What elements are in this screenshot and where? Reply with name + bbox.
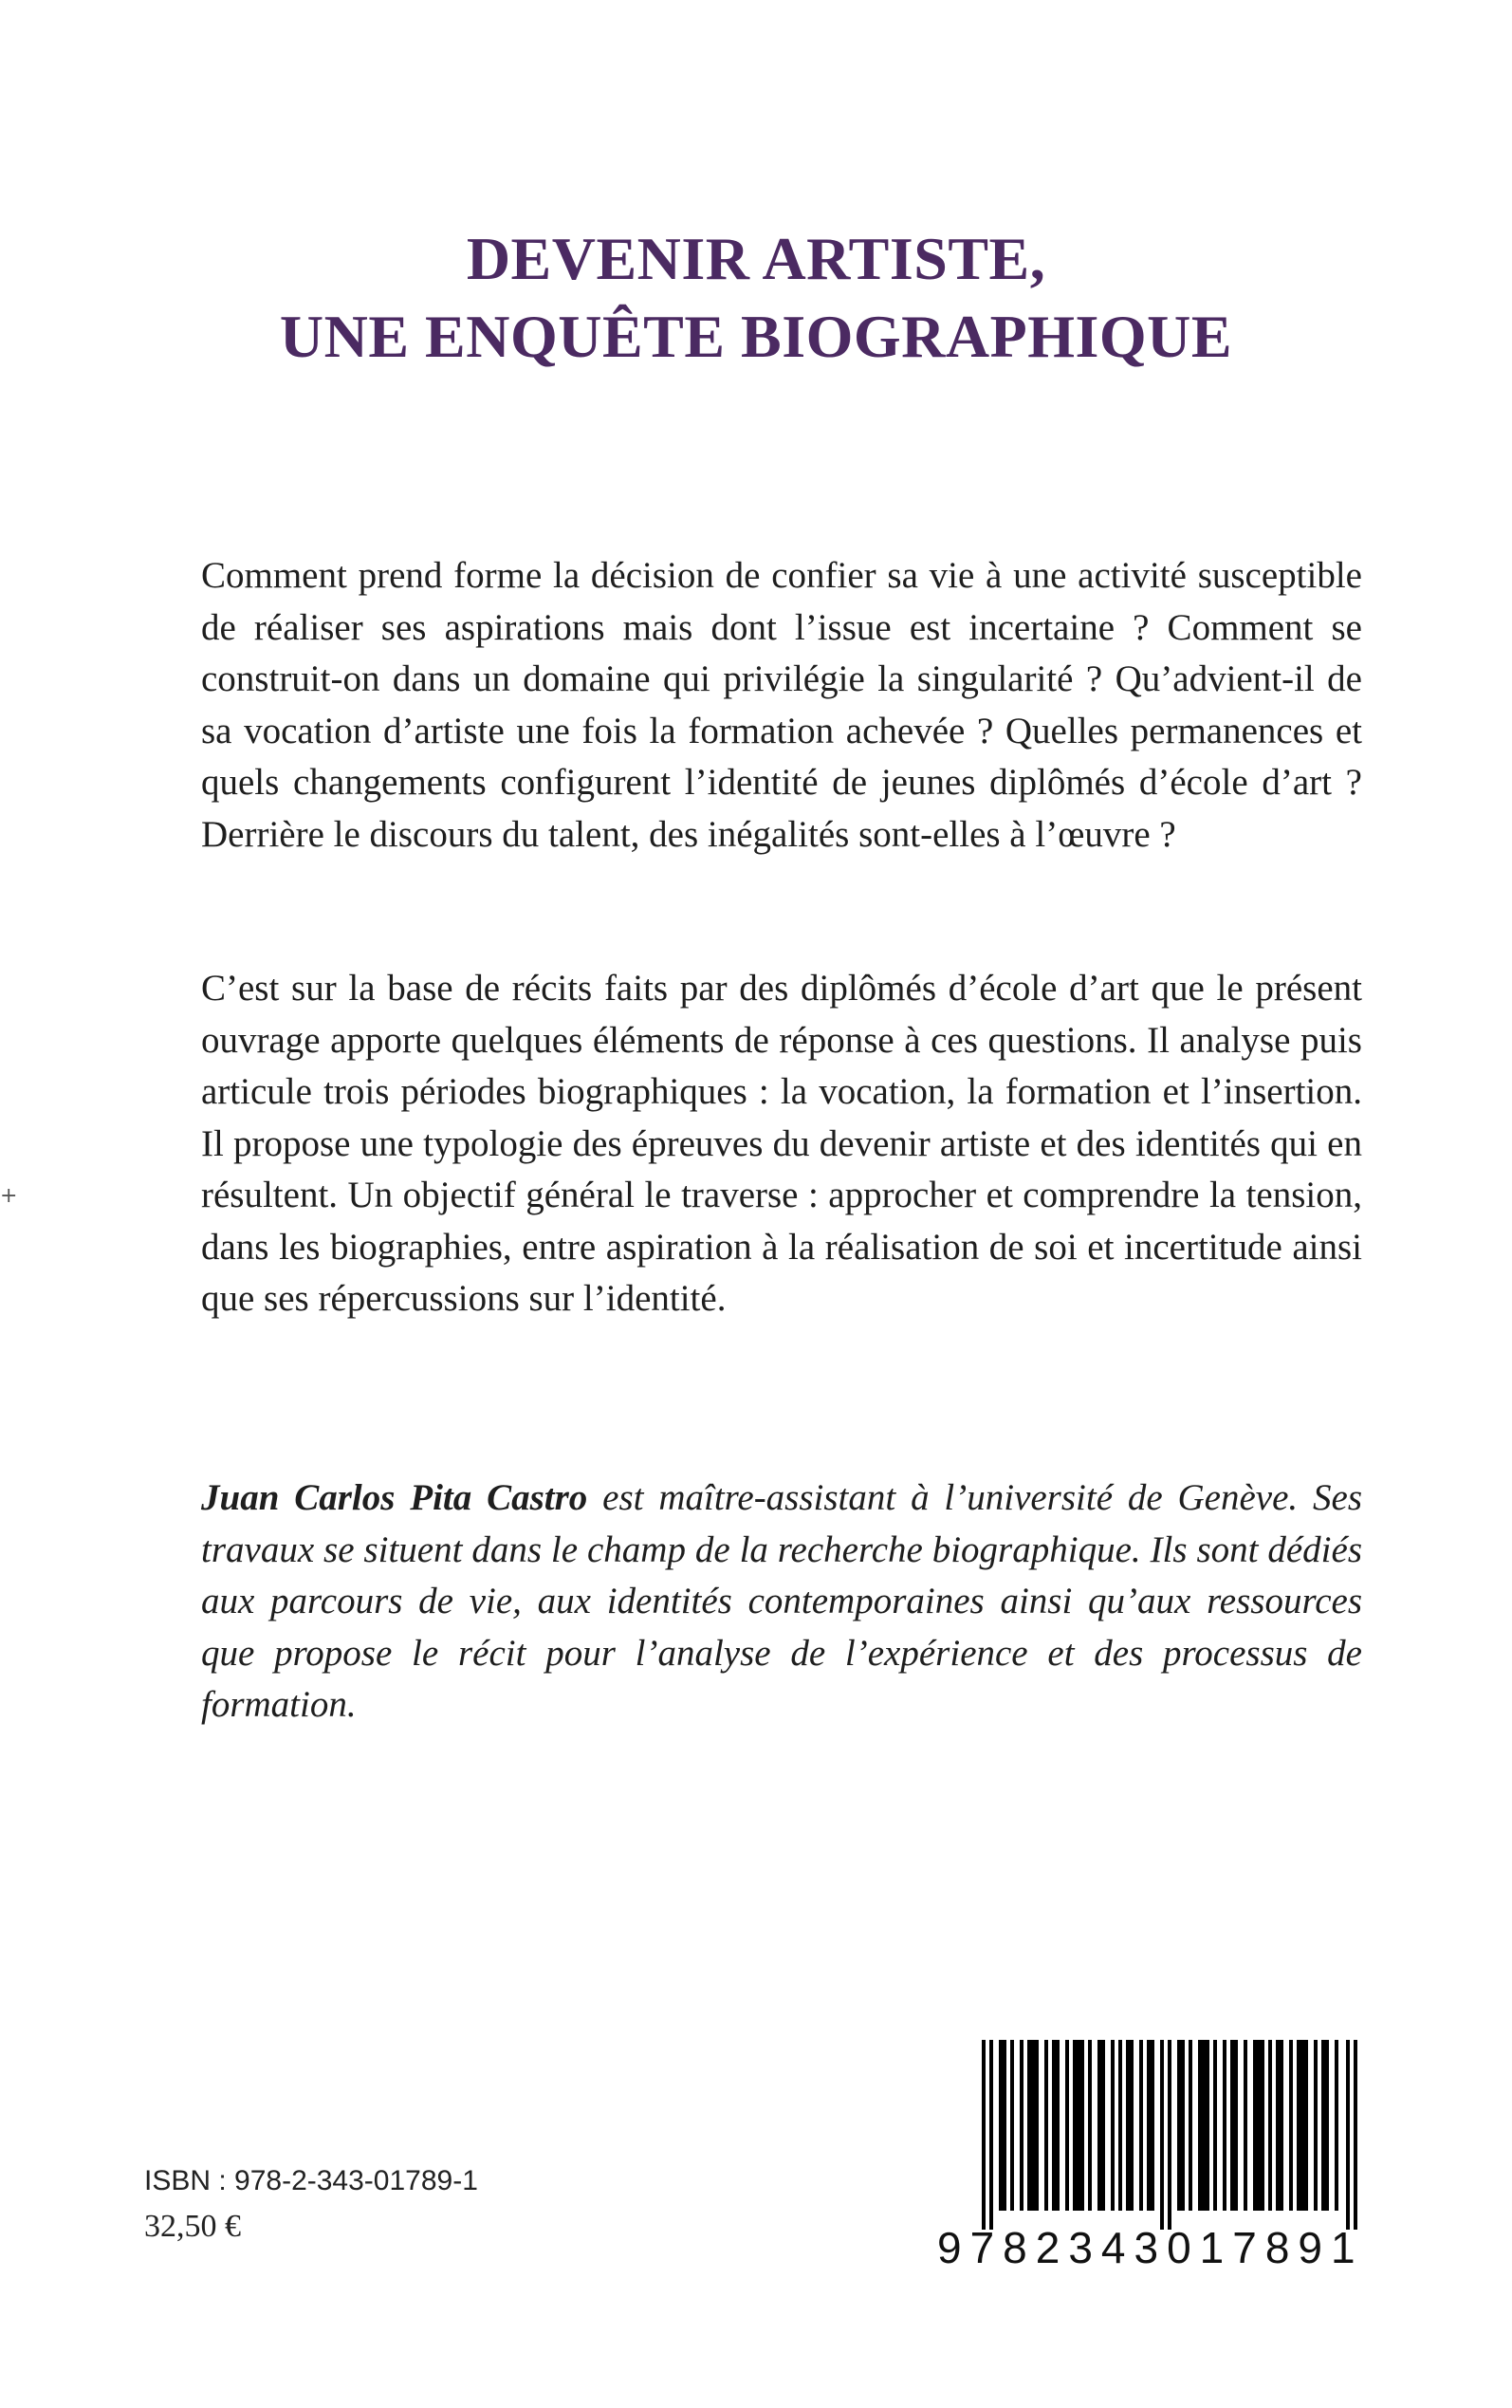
book-title (0, 220, 1512, 376)
author-name: Juan Carlos Pita Castro (201, 1477, 588, 1518)
book-title-line-2: UNE ENQUÊTE BIOGRAPHIQUE (279, 303, 1233, 370)
barcode (901, 2040, 1366, 2272)
price-label: 32,50 € (144, 2209, 241, 2244)
isbn-label: ISBN : 978-2-343-01789-1 (144, 2165, 478, 2196)
barcode-bars-icon (982, 2040, 1361, 2230)
author-bio (201, 1473, 1362, 1732)
author-bio-text: est maître-assistant à l’université de Genève. Ses travaux se situent dans le champ de la recherche biographique. Ils sont dédiés aux parcours de vie, aux identités contemporaines ainsi qu’aux ressources que propose le récit pour l’analyse de l’expérience et des processus de formation. (201, 1477, 1362, 1725)
summary-paragraph-2: C’est sur la base de récits faits par des diplômés d’école d’art que le présent ouvrage apporte quelques éléments de réponse à ces questions. Il analyse puis articule trois périodes biographiques : la vocation, la formation et l’insertion. Il propose une typologie des épreuves du devenir artiste et des identités qui en résultent. Un objectif général le traverse : approcher et comprendre la tension, dans les biographies, entre aspiration à la réalisation de soi et incertitude ainsi que ses répercussions sur l’identité. (201, 968, 1362, 1319)
book-title-line-1: DEVENIR ARTISTE, (466, 225, 1046, 292)
summary-paragraph-1: Comment prend forme la décision de confier sa vie à une activité susceptible de réaliser ses aspirations mais dont l’issue est incertaine ? Comment se construit-on dans un domaine qui privilégie la singularité ? Qu’advient-il de sa vocation d’artiste une fois la formation achevée ? Quelles permanences et quels changements configurent l’identité de jeunes diplômés d’école d’art ? Derrière le discours du talent, des inégalités sont-elles à l’œuvre ? (201, 555, 1362, 855)
crop-mark: + (0, 1184, 18, 1208)
barcode-digits: 9782343017891 (937, 2223, 1364, 2272)
